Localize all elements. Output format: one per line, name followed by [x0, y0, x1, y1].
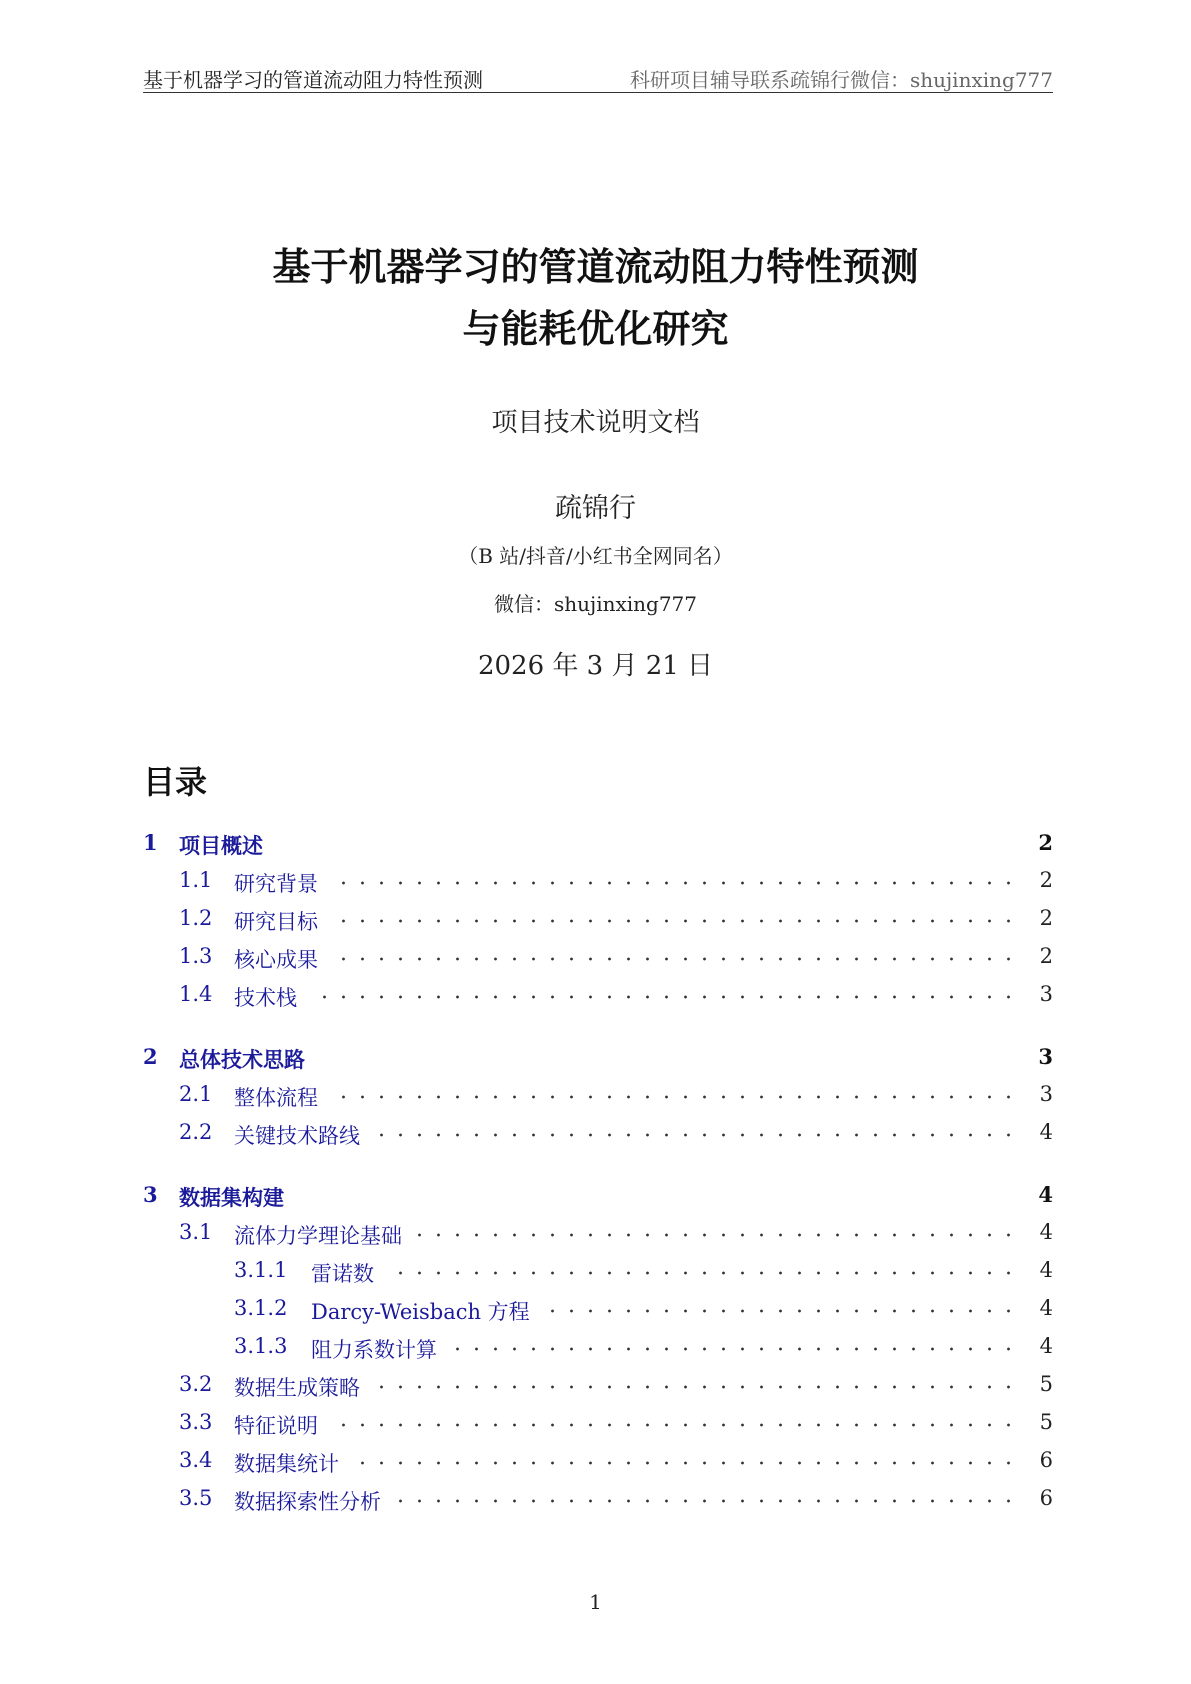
toc-entry-number: 3 [143, 1182, 158, 1207]
toc-entry-page: 3 [1039, 1082, 1053, 1106]
toc-entry-label: 研究背景 [234, 868, 318, 898]
toc-leader-dots [447, 1346, 1018, 1352]
toc-entry[interactable] [143, 1442, 1053, 1480]
toc-entry[interactable] [143, 1290, 1053, 1328]
toc-entry[interactable] [143, 1038, 1053, 1076]
toc-entry-page: 4 [1039, 1296, 1053, 1320]
toc-entry-label: 数据集构建 [179, 1182, 284, 1212]
document-subtitle: 项目技术说明文档 [491, 408, 700, 438]
toc-entry-page: 2 [1039, 944, 1053, 968]
toc-entry-number: 3.1.3 [234, 1334, 288, 1358]
toc-entry[interactable] [143, 1366, 1053, 1404]
toc-entry-number: 1.2 [179, 906, 213, 930]
toc-leader-dots [328, 880, 1018, 886]
toc-leader-dots [307, 994, 1018, 1000]
toc-entry[interactable] [143, 1252, 1053, 1290]
toc-entry[interactable] [143, 1114, 1053, 1152]
toc-entry-label: 流体力学理论基础 [234, 1220, 402, 1250]
toc-entry-label: 整体流程 [234, 1082, 318, 1112]
toc-leader-dots [370, 1132, 1018, 1138]
toc-entry-label: 研究目标 [234, 906, 318, 936]
toc-entry-number: 1.4 [179, 982, 213, 1006]
toc-entry-number: 3.5 [179, 1486, 213, 1510]
toc-heading: 目录 [143, 763, 208, 801]
author-wechat: 微信：shujinxing777 [493, 592, 698, 616]
header-contact: 科研项目辅导联系疏锦行微信：shujinxing777 [629, 68, 1053, 92]
toc-entry-label: 技术栈 [234, 982, 297, 1012]
toc-entry-page: 4 [1039, 1258, 1053, 1282]
toc-leader-dots [412, 1232, 1018, 1238]
table-of-contents [143, 824, 1053, 1518]
document-date: 2026 年 3 月 21 日 [477, 651, 714, 681]
toc-entry-number: 3.3 [179, 1410, 213, 1434]
toc-leader-dots [328, 918, 1018, 924]
toc-entry[interactable] [143, 824, 1053, 862]
toc-entry[interactable] [143, 1404, 1053, 1442]
toc-entry-number: 2.1 [179, 1082, 213, 1106]
author-platforms: （B 站/抖音/小红书全网同名） [458, 544, 733, 568]
toc-entry-number: 1 [143, 830, 158, 855]
toc-entry[interactable] [143, 1176, 1053, 1214]
toc-entry-page: 4 [1039, 1334, 1053, 1358]
toc-entry[interactable] [143, 976, 1053, 1014]
toc-entry-page: 5 [1039, 1372, 1053, 1396]
toc-entry[interactable] [143, 900, 1053, 938]
toc-leader-dots [349, 1460, 1018, 1466]
toc-entry[interactable] [143, 938, 1053, 976]
toc-leader-dots [328, 1422, 1018, 1428]
toc-entry-label: 特征说明 [234, 1410, 318, 1440]
toc-entry[interactable] [143, 1214, 1053, 1252]
toc-entry-page: 2 [1039, 906, 1053, 930]
toc-entry-label: 核心成果 [234, 944, 318, 974]
toc-entry-page: 4 [1038, 1182, 1053, 1207]
toc-section-gap [143, 1152, 1053, 1176]
toc-entry-number: 2 [143, 1044, 158, 1069]
toc-entry-number: 3.4 [179, 1448, 213, 1472]
toc-entry-page: 4 [1039, 1120, 1053, 1144]
title-line-2: 与能耗优化研究 [462, 306, 729, 351]
toc-leader-dots [328, 1094, 1018, 1100]
toc-entry-number: 1.3 [179, 944, 213, 968]
toc-leader-dots [370, 1384, 1018, 1390]
running-header [143, 62, 1053, 93]
toc-entry-number: 3.1 [179, 1220, 213, 1244]
toc-entry-label: 项目概述 [179, 830, 263, 860]
title-block [0, 236, 1191, 360]
toc-leader-dots [384, 1270, 1018, 1276]
toc-entry-page: 5 [1039, 1410, 1053, 1434]
toc-entry-label: 数据生成策略 [234, 1372, 360, 1402]
toc-entry-number: 3.1.2 [234, 1296, 288, 1320]
toc-leader-dots [328, 956, 1018, 962]
toc-entry-number: 3.1.1 [234, 1258, 288, 1282]
toc-entry-page: 3 [1039, 982, 1053, 1006]
toc-entry-page: 3 [1038, 1044, 1053, 1069]
toc-entry-label: Darcy-Weisbach 方程 [311, 1296, 530, 1326]
toc-entry-page: 6 [1039, 1486, 1053, 1510]
toc-entry-number: 1.1 [179, 868, 213, 892]
document-title [0, 236, 1191, 360]
toc-entry-label: 雷诺数 [311, 1258, 374, 1288]
toc-leader-dots [391, 1498, 1018, 1504]
toc-entry[interactable] [143, 1480, 1053, 1518]
toc-entry-label: 数据集统计 [234, 1448, 339, 1478]
toc-entry-label: 阻力系数计算 [311, 1334, 437, 1364]
header-title: 基于机器学习的管道流动阻力特性预测 [143, 68, 483, 92]
toc-entry-label: 数据探索性分析 [234, 1486, 381, 1516]
toc-entry-label: 关键技术路线 [234, 1120, 360, 1150]
toc-entry-number: 2.2 [179, 1120, 213, 1144]
toc-entry-page: 4 [1039, 1220, 1053, 1244]
toc-entry-number: 3.2 [179, 1372, 213, 1396]
toc-entry-page: 6 [1039, 1448, 1053, 1472]
author-name: 疏锦行 [555, 493, 636, 524]
toc-entry-page: 2 [1038, 830, 1053, 855]
toc-entry-page: 2 [1039, 868, 1053, 892]
toc-entry[interactable] [143, 862, 1053, 900]
page-number: 1 [589, 1590, 602, 1614]
toc-entry-label: 总体技术思路 [179, 1044, 305, 1074]
toc-entry[interactable] [143, 1076, 1053, 1114]
toc-entry[interactable] [143, 1328, 1053, 1366]
toc-leader-dots [540, 1308, 1018, 1314]
toc-section-gap [143, 1014, 1053, 1038]
title-line-1: 基于机器学习的管道流动阻力特性预测 [272, 244, 919, 289]
